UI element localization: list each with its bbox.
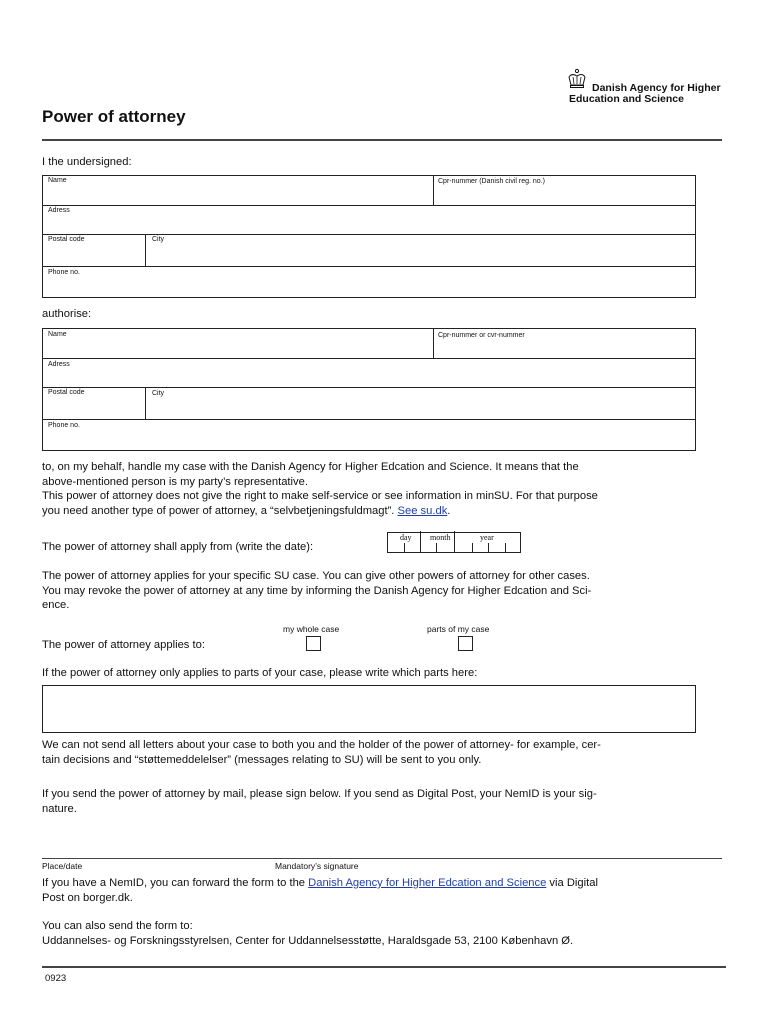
undersigned-form <box>42 175 696 298</box>
form-code: 0923 <box>45 973 67 984</box>
year-label: year <box>480 533 494 542</box>
parts-prompt: If the power of attorney only applies to parts of your case, please write which parts here: <box>42 667 478 679</box>
sign-paragraph: If you send the power of attorney by mail, please sign below. If you send as Digital Post, your NemID is your sig- nature. <box>42 788 597 815</box>
applies-to-label: The power of attorney applies to: <box>42 639 205 651</box>
su-dk-link[interactable]: See su.dk <box>397 504 448 517</box>
nemid-paragraph: If you have a NemID, you can forward the form to the Danish Agency for Higher Edcation and Science via Digital Post on borger.dk. <box>42 877 598 904</box>
mandatory-signature-label: Mandatory’s signature <box>275 861 359 871</box>
crown-icon <box>566 68 588 90</box>
agency-logo <box>566 68 741 108</box>
name-label: Name <box>48 331 67 338</box>
name-label: Name <box>48 177 67 184</box>
parts-textarea[interactable] <box>42 685 696 733</box>
logo-line-2: Education and Science <box>569 93 684 105</box>
name-row <box>43 329 695 359</box>
whole-case-label: my whole case <box>283 624 340 634</box>
letters-paragraph: We can not send all letters about your case to both you and the holder of the power of attorney- for example, cer- tain decisions and “støttemeddelelser” (messages relating to SU) will be sent to you only. <box>42 739 601 766</box>
address-label: Adress <box>48 207 70 214</box>
agency-link[interactable]: Danish Agency for Higher Edcation and Science <box>308 877 547 889</box>
footer-divider <box>42 966 726 968</box>
postal-code-label: Postal code <box>48 389 85 396</box>
phone-row <box>43 419 695 451</box>
cpr-cvr-label: Cpr-nummer or cvr-nummer <box>438 332 525 339</box>
name-row <box>43 176 695 206</box>
cpr-label: Cpr-nummer (Danish civil reg. no.) <box>438 178 545 185</box>
section1-heading: I the undersigned: <box>42 156 132 168</box>
date-label: The power of attorney shall apply from (write the date): <box>42 541 314 553</box>
month-label: month <box>430 533 451 542</box>
signature-line[interactable] <box>42 858 722 859</box>
whole-case-checkbox[interactable] <box>306 636 321 651</box>
city-label: City <box>152 236 165 243</box>
authorise-form <box>42 328 696 451</box>
section2-heading: authorise: <box>42 308 92 320</box>
phone-label: Phone no. <box>48 422 80 429</box>
day-label: day <box>400 533 412 542</box>
place-date-label: Place/date <box>42 861 83 871</box>
title-divider <box>42 139 722 141</box>
address-paragraph: You can also send the form to: Uddannelses- og Forskningsstyrelsen, Center for Uddannelsesstøtte, Haraldsgade 53, 2100 København Ø. <box>42 920 574 947</box>
scope-paragraph: The power of attorney applies for your specific SU case. You can give other powers of attorney for other cases. You may revoke the power of attorney at any time by informing the Danish Agency for Higher Edcation and Sci- ence. <box>42 570 592 612</box>
address-label: Adress <box>48 361 70 368</box>
mandate-paragraph: to, on my behalf, handle my case with the Danish Agency for Higher Edcation and Science. It means that the above-mentioned person is my party’s representative. This power of attorney does not give the right to make self-service or see information in minSU. For that purpose you need another type of power of attorney, a “selvbetjeningsfuldmagt”. See su.dk. <box>42 461 598 517</box>
city-label: City <box>152 390 165 397</box>
address-row <box>43 358 695 388</box>
parts-case-label: parts of my case <box>427 624 490 634</box>
phone-label: Phone no. <box>48 269 80 276</box>
address-row <box>43 205 695 235</box>
postal-city-row <box>43 234 695 267</box>
page-title: Power of attorney <box>42 107 186 126</box>
phone-row <box>43 266 695 298</box>
postal-city-row <box>43 387 695 420</box>
postal-code-label: Postal code <box>48 236 85 243</box>
logo-line-1: Danish Agency for Higher <box>592 82 721 94</box>
date-field[interactable] <box>387 532 521 553</box>
parts-case-checkbox[interactable] <box>458 636 473 651</box>
